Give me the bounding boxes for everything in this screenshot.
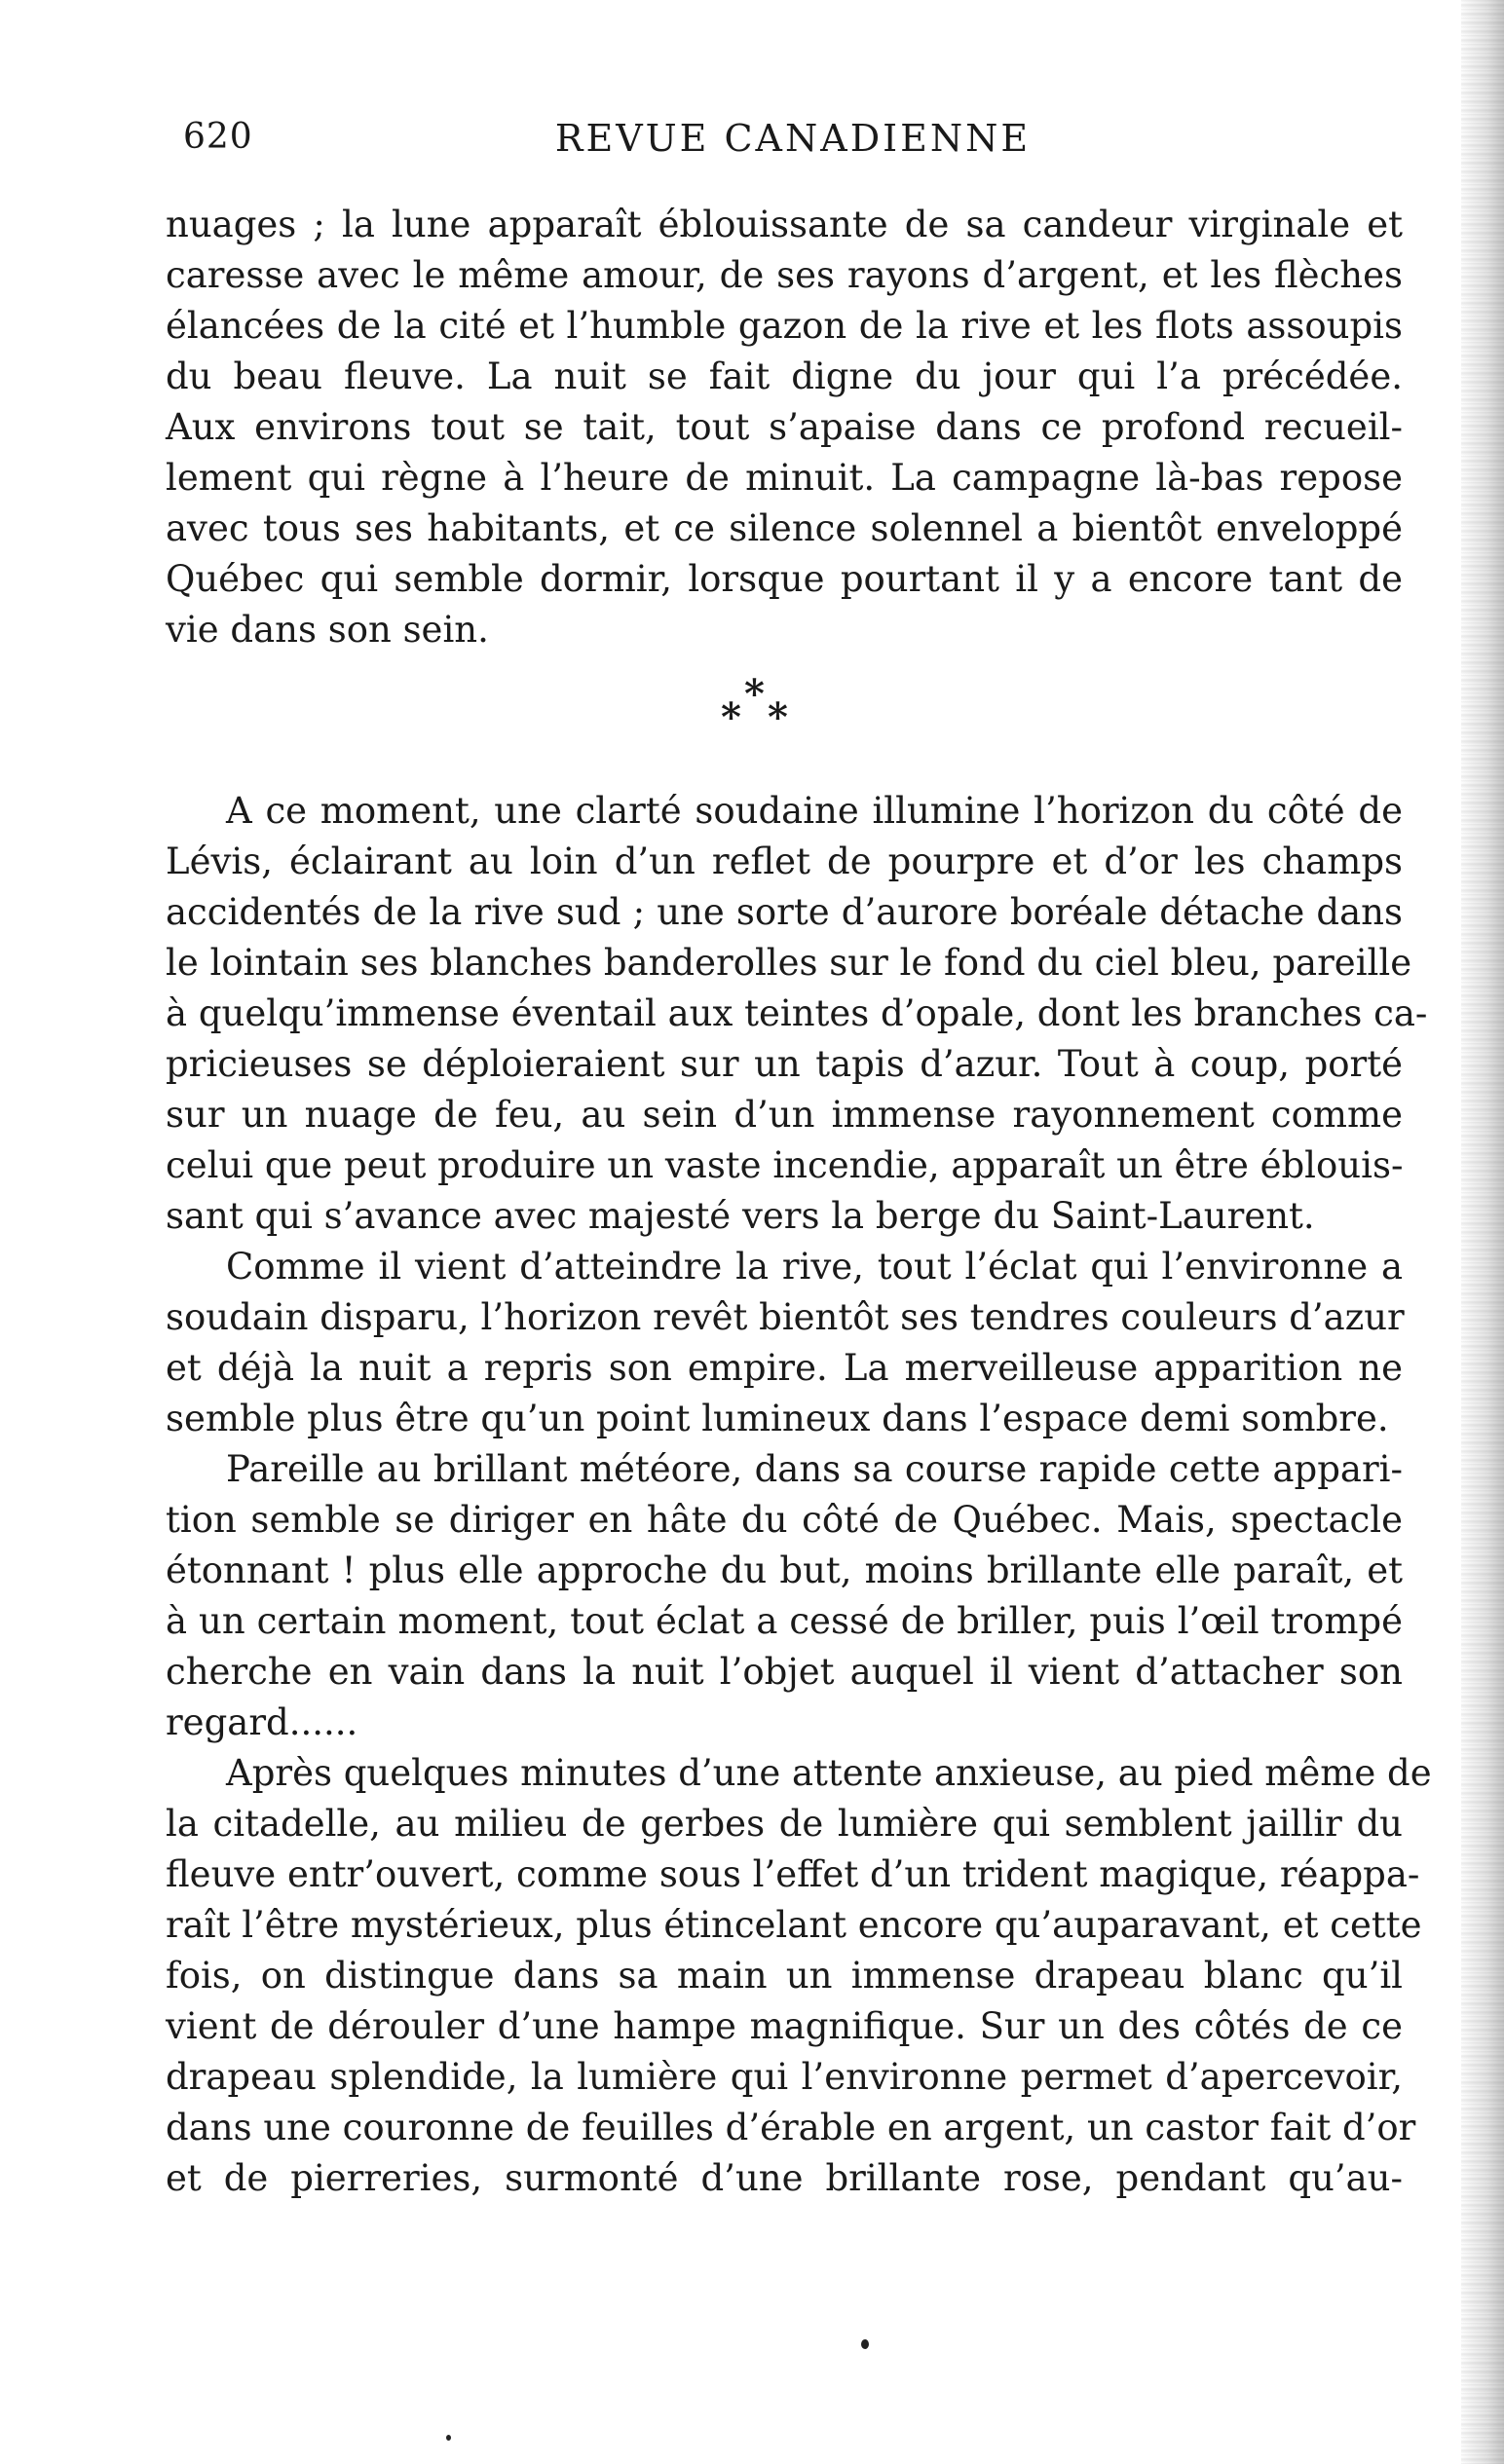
text-line: semble plus être qu’un point lumineux dans l’espace demi sombre. bbox=[166, 1398, 1389, 1439]
running-title: REVUE CANADIENNE bbox=[554, 117, 1032, 160]
text-line: accidentés de la rive sud ; une sorte d’aurore boréale détache dans bbox=[166, 891, 1403, 933]
ink-speck bbox=[861, 2339, 869, 2349]
text-line: sant qui s’avance avec majesté vers la berge du Saint-Laurent. bbox=[166, 1195, 1315, 1237]
text-line: Lévis, éclairant au loin d’un reflet de pourpre et d’or les champs bbox=[166, 840, 1403, 882]
text-line: Après quelques minutes d’une attente anxieuse, au pied même de bbox=[226, 1752, 1432, 1794]
text-line: lement qui règne à l’heure de minuit. La campagne là-bas repose bbox=[166, 457, 1403, 499]
text-line: vie dans son sein. bbox=[166, 609, 489, 651]
text-line: et de pierreries, surmonté d’une brillante rose, pendant qu’au- bbox=[166, 2157, 1403, 2199]
text-line: dans une couronne de feuilles d’érable en argent, un castor fait d’or bbox=[166, 2107, 1416, 2148]
text-line: A ce moment, une clarté soudaine illumine l’horizon du côté de bbox=[226, 790, 1403, 832]
text-line: sur un nuage de feu, au sein d’un immense rayonnement comme bbox=[166, 1094, 1403, 1136]
text-line: le lointain ses blanches banderolles sur le fond du ciel bleu, pareille bbox=[166, 942, 1412, 984]
text-line: avec tous ses habitants, et ce silence solennel a bientôt enveloppé bbox=[166, 507, 1403, 549]
text-line: regard...... bbox=[166, 1701, 358, 1743]
paragraph-5 bbox=[166, 1748, 1432, 2204]
paragraph-1 bbox=[166, 200, 1403, 655]
asterisk: * bbox=[744, 671, 765, 717]
text-line: à un certain moment, tout éclat a cessé de briller, puis l’œil trompé bbox=[166, 1600, 1403, 1642]
text-line: la citadelle, au milieu de gerbes de lumière qui semblent jaillir du bbox=[166, 1803, 1403, 1845]
paragraph-2 bbox=[166, 786, 1428, 1242]
text-line: soudain disparu, l’horizon revêt bientôt ses tendres couleurs d’azur bbox=[166, 1296, 1405, 1338]
text-line: fleuve entr’ouvert, comme sous l’effet d’un trident magique, réappa- bbox=[166, 1853, 1420, 1895]
text-line: fois, on distingue dans sa main un immense drapeau blanc qu’il bbox=[166, 1955, 1403, 1997]
paragraph-4 bbox=[166, 1444, 1403, 1748]
text-line: Québec qui semble dormir, lorsque pourtant il y a encore tant de bbox=[166, 558, 1403, 600]
text-line: élancées de la cité et l’humble gazon de la rive et les flots assoupis bbox=[166, 305, 1403, 347]
text-line: et déjà la nuit a repris son empire. La merveilleuse apparition ne bbox=[166, 1347, 1403, 1389]
text-line: caresse avec le même amour, de ses rayons d’argent, et les flèches bbox=[166, 254, 1403, 296]
text-line: à quelqu’immense éventail aux teintes d’opale, dont les branches ca- bbox=[166, 992, 1428, 1034]
asterisk: * bbox=[721, 694, 741, 740]
page-edge-shadow bbox=[1461, 0, 1504, 2464]
text-line: cherche en vain dans la nuit l’objet auquel il vient d’attacher son bbox=[166, 1651, 1403, 1693]
text-line: du beau fleuve. La nuit se fait digne du jour qui l’a précédée. bbox=[166, 355, 1403, 397]
page-header bbox=[183, 117, 1403, 175]
body-text bbox=[166, 200, 1432, 2204]
text-line: pricieuses se déploieraient sur un tapis d’azur. Tout à coup, porté bbox=[166, 1043, 1403, 1085]
text-line: celui que peut produire un vaste incendie, apparaît un être éblouis- bbox=[166, 1144, 1404, 1186]
asterisk: * bbox=[768, 694, 788, 740]
text-line: Pareille au brillant météore, dans sa course rapide cette appari- bbox=[226, 1448, 1403, 1490]
text-line: tion semble se diriger en hâte du côté de Québec. Mais, spectacle bbox=[166, 1499, 1403, 1541]
asterism-divider bbox=[166, 669, 1403, 786]
text-line: nuages ; la lune apparaît éblouissante de sa candeur virginale et bbox=[166, 204, 1403, 245]
paragraph-3 bbox=[166, 1242, 1403, 1444]
page-number: 620 bbox=[183, 117, 253, 157]
text-line: vient de dérouler d’une hampe magnifique. Sur un des côtés de ce bbox=[166, 2005, 1403, 2047]
text-line: Comme il vient d’atteindre la rive, tout l’éclat qui l’environne a bbox=[226, 1246, 1403, 1288]
text-line: drapeau splendide, la lumière qui l’environne permet d’apercevoir, bbox=[166, 2056, 1403, 2098]
text-line: Aux environs tout se tait, tout s’apaise dans ce profond recueil- bbox=[166, 406, 1403, 448]
text-line: étonnant ! plus elle approche du but, moins brillante elle paraît, et bbox=[166, 1549, 1403, 1591]
ink-speck bbox=[446, 2435, 451, 2441]
text-line: raît l’être mystérieux, plus étincelant encore qu’auparavant, et cette bbox=[166, 1904, 1422, 1946]
